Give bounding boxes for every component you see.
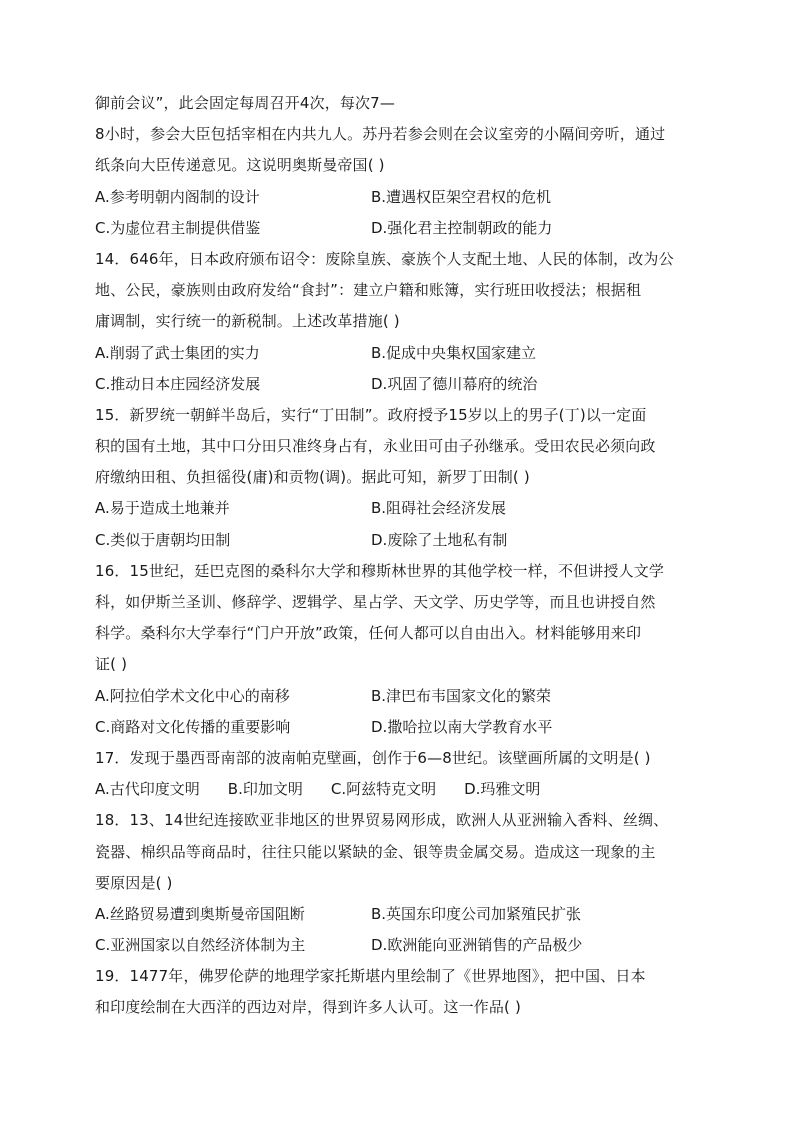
question-15-options-row	[95, 493, 705, 524]
question-18-stem-line: 要原因是( )	[95, 873, 173, 892]
question-14-stem-line: 庸调制，实行统一的新税制。上述改革措施( )	[95, 312, 400, 331]
question-16-option-a: A.阿拉伯学术文化中心的南移	[95, 686, 290, 705]
question-15-option-a: A.易于造成土地兼并	[95, 499, 230, 518]
question-15-option-c: C.类似于唐朝均田制	[95, 530, 231, 549]
question-13-options-row	[95, 182, 705, 213]
question-15-option-b: B.阻碍社会经济发展	[371, 499, 507, 518]
question-17-option-b: B.印加文明	[227, 780, 303, 799]
question-14-options-row	[95, 369, 705, 400]
question-13-option-c: C.为虚位君主制提供借鉴	[95, 218, 261, 237]
question-13	[95, 88, 705, 244]
question-18-stem-line: 瓷器、棉织品等商品时，往往只能以紧缺的金、银等贵金属交易。造成这一现象的主	[95, 842, 656, 861]
question-14-option-d: D.巩固了德川幕府的统治	[371, 374, 538, 393]
question-15	[95, 400, 705, 556]
question-19-stem-line: 19．1477年，佛罗伦萨的地理学家托斯堪内里绘制了《世界地图》，把中国、日本	[95, 967, 646, 986]
question-18-option-c: C.亚洲国家以自然经济体制为主	[95, 936, 306, 955]
question-19	[95, 961, 705, 1023]
question-14-option-b: B.促成中央集权国家建立	[371, 343, 537, 362]
question-13-option-a: A.参考明朝内阁制的设计	[95, 187, 260, 206]
question-16-option-c: C.商路对文化传播的重要影响	[95, 717, 291, 736]
question-15-option-d: D.废除了土地私有制	[371, 530, 508, 549]
question-16-stem-line: 证( )	[95, 655, 128, 674]
question-19-stem-line: 和印度绘制在大西洋的西边对岸，得到许多人认可。这一作品( )	[95, 998, 521, 1017]
question-13-options-row	[95, 213, 705, 244]
question-16-option-d: D.撒哈拉以南大学教育水平	[371, 717, 553, 736]
question-14-option-a: A.削弱了武士集团的实力	[95, 343, 260, 362]
question-13-stem-line: 纸条向大臣传递意见。这说明奥斯曼帝国( )	[95, 156, 385, 175]
question-15-options-row	[95, 525, 705, 556]
question-18-option-a: A.丝路贸易遭到奥斯曼帝国阻断	[95, 904, 305, 923]
question-14-option-c: C.推动日本庄园经济发展	[95, 374, 261, 393]
question-18-option-d: D.欧洲能向亚洲销售的产品极少	[371, 936, 583, 955]
question-17-option-c: C.阿兹特克文明	[330, 780, 437, 799]
question-17-options-row	[95, 774, 705, 805]
exam-page	[95, 88, 705, 1024]
question-16-options-row	[95, 712, 705, 743]
question-17-option-a: A.古代印度文明	[95, 780, 200, 799]
question-16-stem-line: 科，如伊斯兰圣训、修辞学、逻辑学、星占学、天文学、历史学等，而且也讲授自然	[95, 593, 656, 611]
question-14-stem-line: 14．646年，日本政府颁布诏令：废除皇族、豪族个人支配土地、人民的体制，改为公	[95, 249, 674, 268]
question-17-stem-line: 17．发现于墨西哥南部的波南帕克壁画，创作于6—8世纪。该壁画所属的文明是( )	[95, 748, 651, 767]
question-13-option-d: D.强化君主控制朝政的能力	[371, 218, 553, 237]
question-14-stem-line: 地、公民，豪族则由政府发给“食封”：建立户籍和账簿，实行班田收授法；根据租	[95, 281, 642, 300]
question-14-options-row	[95, 338, 705, 369]
question-15-stem-line: 积的国有土地，其中口分田只准终身占有，永业田可由子孙继承。受田农民必须向政	[95, 437, 656, 456]
question-18-options-row	[95, 899, 705, 930]
question-18-options-row	[95, 930, 705, 961]
question-13-option-b: B.遭遇权臣架空君权的危机	[371, 187, 552, 206]
question-15-stem-line: 15．新罗统一朝鲜半岛后，实行“丁田制”。政府授予15岁以上的男子(丁)以一定面	[95, 405, 647, 424]
question-13-stem-line: 御前会议”，此会固定每周召开4次，每次7—	[95, 94, 396, 112]
question-16-stem-line: 科学。桑科尔大学奉行“门户开放”政策，任何人都可以自由出入。材料能够用来印	[95, 624, 642, 643]
question-16-stem-line: 16．15世纪，廷巴克图的桑科尔大学和穆斯林世界的其他学校一样，不但讲授人文学	[95, 561, 665, 580]
question-14	[95, 244, 705, 400]
question-18-option-b: B.英国东印度公司加紧殖民扩张	[371, 904, 582, 923]
question-18-stem-line: 18．13、14世纪连接欧亚非地区的世界贸易网形成，欧洲人从亚洲输入香料、丝绸、	[95, 811, 669, 830]
question-16	[95, 556, 705, 743]
question-18	[95, 805, 705, 961]
question-17-option-d: D.玛雅文明	[464, 780, 541, 799]
question-16-options-row	[95, 681, 705, 712]
question-17	[95, 743, 705, 805]
question-16-option-b: B.津巴布韦国家文化的繁荣	[371, 686, 552, 705]
question-15-stem-line: 府缴纳田租、负担徭役(庸)和贡物(调)。据此可知，新罗丁田制( )	[95, 468, 530, 487]
question-13-stem-line: 8小时，参会大臣包括宰相在内共九人。苏丹若参会则在会议室旁的小隔间旁听，通过	[95, 125, 666, 144]
